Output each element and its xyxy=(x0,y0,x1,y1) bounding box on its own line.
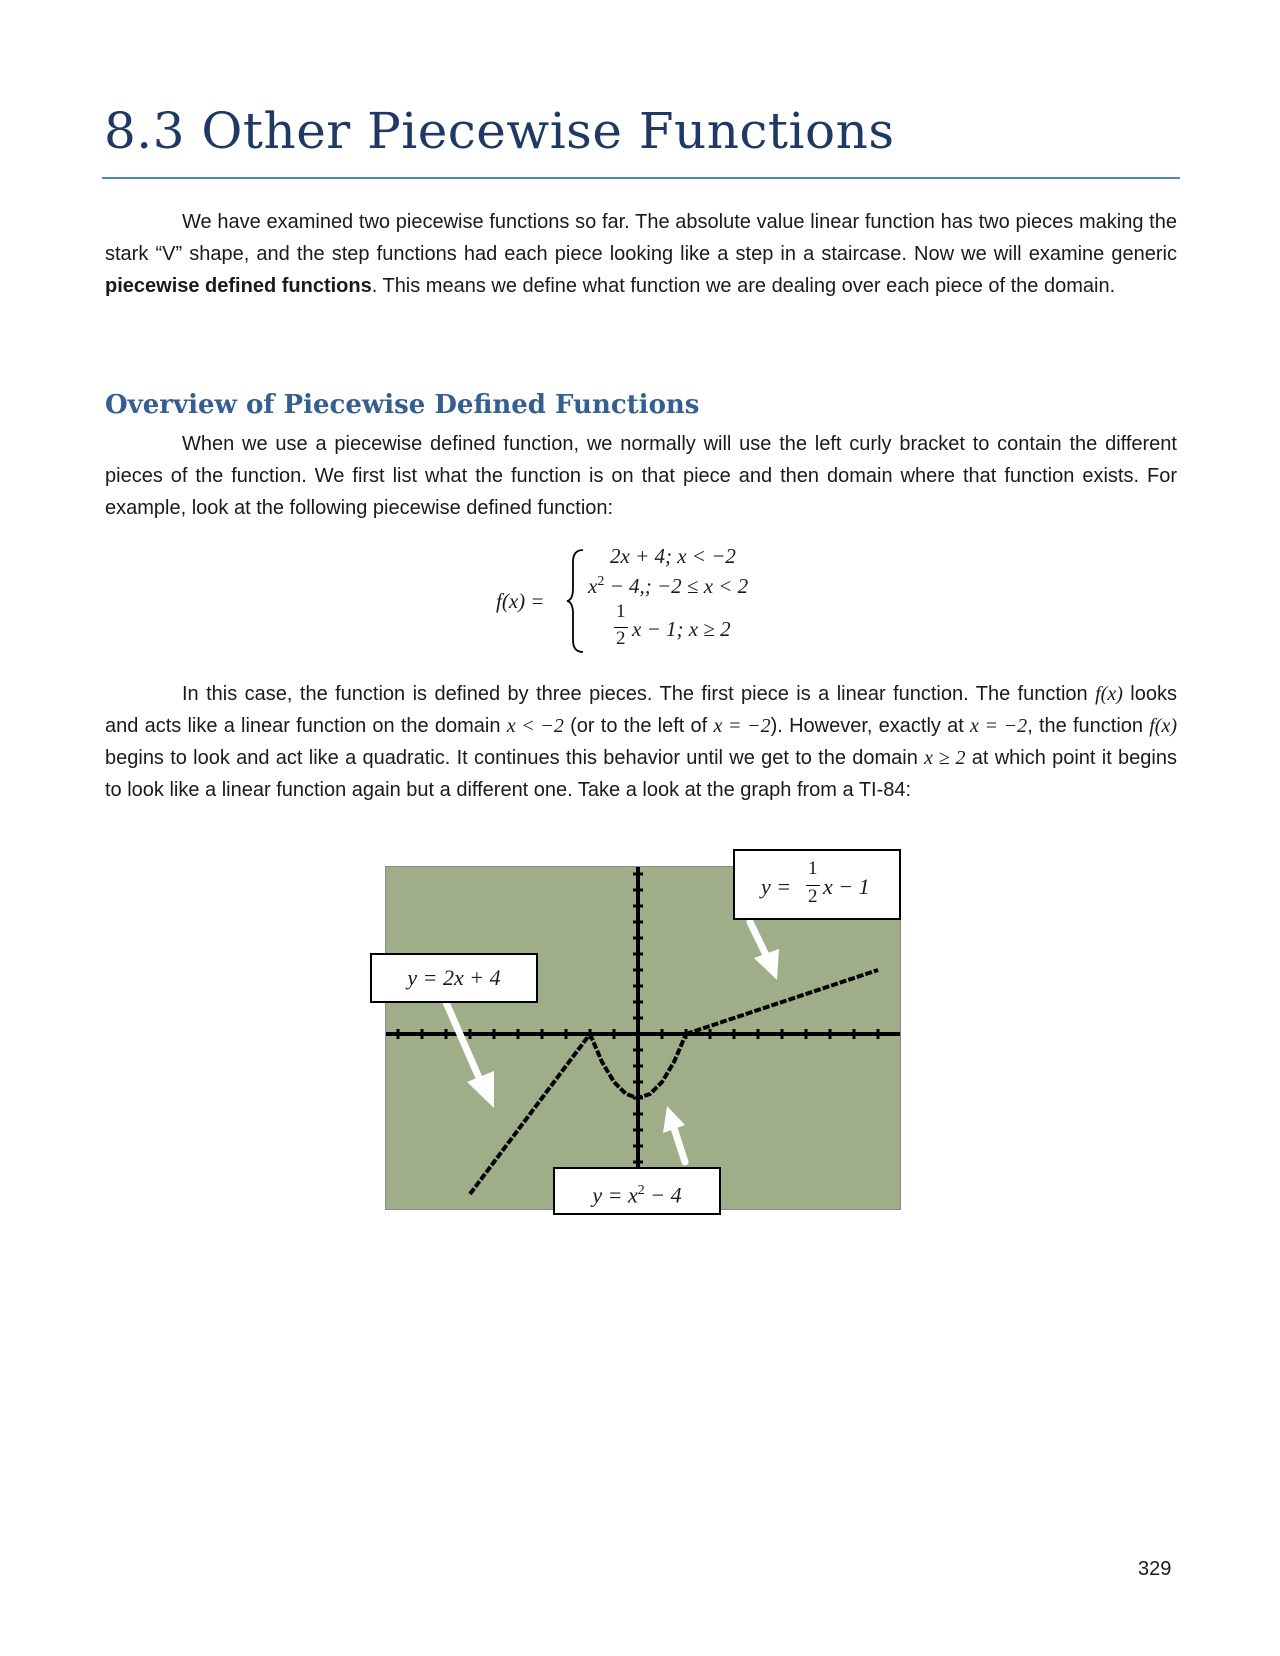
label-linear-right-rest: x − 1 xyxy=(823,874,870,899)
math-domain-2: x ≥ 2 xyxy=(924,747,966,769)
page-number: 329 xyxy=(1138,1558,1172,1580)
piece-2-base: x xyxy=(588,574,598,598)
piece-3: x − 1; x ≥ 2 xyxy=(632,617,731,641)
intro-paragraph xyxy=(105,206,1177,302)
label-quadratic xyxy=(553,1167,721,1215)
math-x-eq-1: x = −2 xyxy=(713,715,771,737)
intro-text-1: We have examined two piecewise functions so far. The absolute value linear function has two pieces making the stark “V” shape, and the step functions had each piece looking like a step in a staircase. Now we will examine generic xyxy=(105,211,1177,265)
label-quadratic-rest: − 4 xyxy=(644,1182,682,1208)
explanation-paragraph xyxy=(105,678,1177,806)
intro-text-2: . This means we define what function we are dealing over each piece of the domain. xyxy=(371,275,1116,297)
explanation-text-4: ). However, exactly at xyxy=(770,715,970,737)
math-fx-2: f(x) xyxy=(1149,715,1177,737)
label-quadratic-base: y = x xyxy=(592,1182,638,1208)
math-domain-1: x < −2 xyxy=(506,715,564,737)
piece-1: 2x + 4; x < −2 xyxy=(610,544,736,568)
label-linear-left-text: y = 2x + 4 xyxy=(407,965,501,990)
piece-2-exponent: 2 xyxy=(597,574,605,589)
label-linear-right xyxy=(733,849,901,920)
explanation-text-7: at which point it begins to look like a linear function again but a different one. Take a look at the graph from a TI-84: xyxy=(105,747,1177,801)
piece-3-numerator: 1 xyxy=(616,601,626,622)
overview-paragraph: When we use a piecewise defined function, we normally will use the left curly bracket to contain the different pieces of the function. We first list what the function is on that piece and then domain where that function exists. For example, look at the following piecewise defined function: xyxy=(105,433,1177,519)
piecewise-lhs: f(x) = xyxy=(496,589,545,613)
piece-2 xyxy=(588,574,748,599)
section-title: 8.3 Other Piecewise Functions xyxy=(104,102,895,160)
title-rule xyxy=(102,177,1180,179)
overview-heading: Overview of Piecewise Defined Functions xyxy=(105,390,700,420)
label-linear-right-numerator: 1 xyxy=(808,858,818,879)
piece-2-rest: − 4,; −2 ≤ x < 2 xyxy=(604,574,749,598)
explanation-text-6: begins to look and act like a quadratic. It continues this behavior until we get to the domain xyxy=(105,747,925,769)
left-curly-brace xyxy=(565,548,587,654)
explanation-text-2: looks and acts like a linear function on the domain xyxy=(105,683,1177,737)
math-x-eq-2: x = −2 xyxy=(970,715,1028,737)
label-quadratic-exponent: 2 xyxy=(637,1183,645,1198)
series-line-3 xyxy=(686,970,878,1034)
explanation-text-1: In this case, the function is defined by three pieces. The first piece is a linear function. The function xyxy=(182,683,1096,705)
piece-3-denominator: 2 xyxy=(616,628,626,649)
math-fx-1: f(x) xyxy=(1095,683,1123,705)
label-linear-right-prefix: y = xyxy=(761,874,792,899)
explanation-text-5: , the function xyxy=(1027,715,1150,737)
intro-bold-term: piecewise defined functions xyxy=(105,275,372,297)
label-linear-right-denominator: 2 xyxy=(808,886,818,907)
explanation-text-3: (or to the left of xyxy=(563,715,714,737)
label-linear-left xyxy=(370,953,538,1003)
